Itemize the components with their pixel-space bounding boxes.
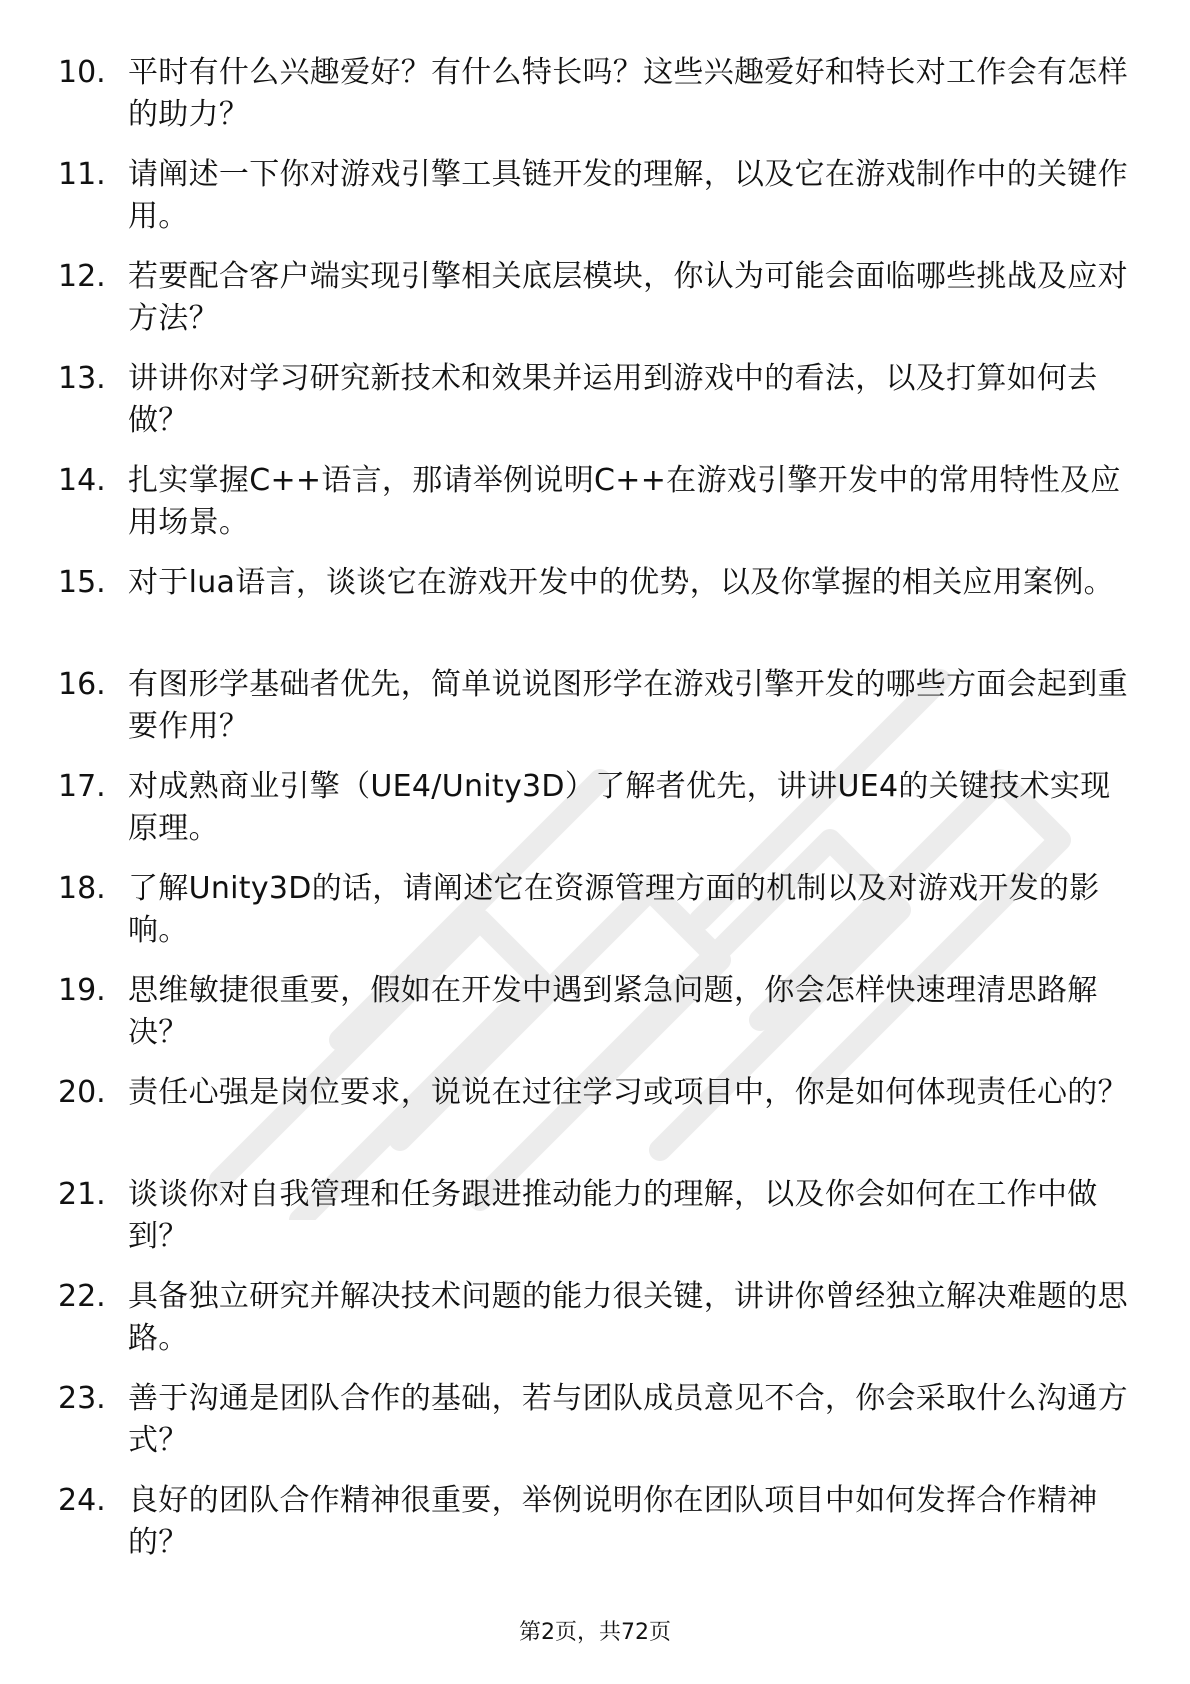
question-text: 善于沟通是团队合作的基础，若与团队成员意见不合，你会采取什么沟通方式？ [128, 1381, 1128, 1458]
question-text: 良好的团队合作精神很重要，举例说明你在团队项目中如何发挥合作精神的？ [128, 1483, 1098, 1560]
question-number: 22. [58, 1279, 106, 1314]
question-text: 责任心强是岗位要求，说说在过往学习或项目中，你是如何体现责任心的？ [128, 1075, 1128, 1110]
list-item [58, 1480, 1133, 1582]
question-text: 讲讲你对学习研究新技术和效果并运用到游戏中的看法，以及打算如何去做？ [128, 361, 1098, 438]
list-item [58, 1276, 1133, 1378]
question-number: 16. [58, 667, 106, 702]
question-number: 11. [58, 157, 106, 192]
list-item [58, 154, 1133, 256]
question-number: 24. [58, 1483, 106, 1518]
question-text: 扎实掌握C++语言，那请举例说明C++在游戏引擎开发中的常用特性及应用场景。 [128, 463, 1121, 540]
list-item [58, 256, 1133, 358]
question-number: 18. [58, 871, 106, 906]
list-item [58, 1072, 1133, 1174]
list-item [58, 1174, 1133, 1276]
question-text: 平时有什么兴趣爱好？有什么特长吗？这些兴趣爱好和特长对工作会有怎样的助力？ [128, 55, 1128, 132]
question-text: 若要配合客户端实现引擎相关底层模块，你认为可能会面临哪些挑战及应对方法？ [128, 259, 1128, 336]
list-item [58, 460, 1133, 562]
page-number-footer: 第2页，共72页 [519, 1620, 671, 1645]
question-number: 15. [58, 565, 106, 600]
question-number: 21. [58, 1177, 106, 1212]
list-item [58, 970, 1133, 1072]
list-item [58, 664, 1133, 766]
list-item [58, 52, 1133, 154]
question-number: 20. [58, 1075, 106, 1110]
list-item [58, 1378, 1133, 1480]
question-number: 13. [58, 361, 106, 396]
list-item [58, 358, 1133, 460]
question-text: 思维敏捷很重要，假如在开发中遇到紧急问题，你会怎样快速理清思路解决？ [128, 973, 1098, 1050]
question-number: 14. [58, 463, 106, 498]
list-item [58, 766, 1133, 868]
question-number: 19. [58, 973, 106, 1008]
question-text: 谈谈你对自我管理和任务跟进推动能力的理解，以及你会如何在工作中做到？ [128, 1177, 1098, 1254]
question-number: 12. [58, 259, 106, 294]
question-text: 有图形学基础者优先，简单说说图形学在游戏引擎开发的哪些方面会起到重要作用？ [128, 667, 1128, 744]
question-text: 请阐述一下你对游戏引擎工具链开发的理解，以及它在游戏制作中的关键作用。 [128, 157, 1128, 234]
question-number: 23. [58, 1381, 106, 1416]
question-list [58, 52, 1133, 1582]
question-text: 具备独立研究并解决技术问题的能力很关键，讲讲你曾经独立解决难题的思路。 [128, 1279, 1128, 1356]
question-text: 对于lua语言，谈谈它在游戏开发中的优势，以及你掌握的相关应用案例。 [128, 565, 1114, 600]
question-text: 对成熟商业引擎（UE4/Unity3D）了解者优先，讲讲UE4的关键技术实现原理。 [128, 769, 1111, 846]
list-item [58, 868, 1133, 970]
question-number: 17. [58, 769, 106, 804]
list-item [58, 562, 1133, 664]
question-number: 10. [58, 55, 106, 90]
question-text: 了解Unity3D的话，请阐述它在资源管理方面的机制以及对游戏开发的影响。 [128, 871, 1100, 948]
